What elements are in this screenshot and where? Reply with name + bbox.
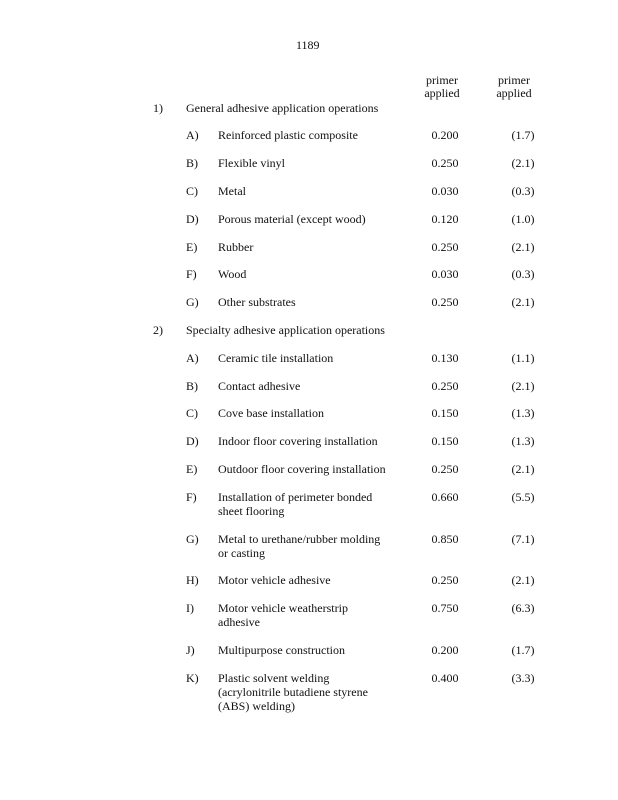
item-value-parenthetical: (5.5) — [511, 490, 535, 504]
item-letter: D) — [186, 434, 199, 448]
item-value-parenthetical: (1.3) — [511, 434, 535, 448]
item-label — [218, 643, 345, 657]
item-value-parenthetical: (2.1) — [511, 240, 535, 254]
item-value: 0.250 — [431, 379, 459, 393]
item-label — [218, 156, 285, 170]
section-number: 1) — [153, 101, 163, 115]
item-value: 0.200 — [431, 643, 459, 657]
item-letter: E) — [186, 240, 198, 254]
item-label-line: Metal — [218, 184, 246, 198]
item-label-line: Other substrates — [218, 295, 296, 309]
item-label-line: Outdoor floor covering installation — [218, 462, 386, 476]
item-label-line: Porous material (except wood) — [218, 212, 366, 226]
item-letter: A) — [186, 351, 199, 365]
item-label — [218, 573, 331, 587]
column-header-line: primer — [498, 73, 530, 87]
item-value: 0.250 — [431, 240, 459, 254]
item-label-line: Motor vehicle adhesive — [218, 573, 331, 587]
item-value: 0.250 — [431, 295, 459, 309]
item-label-line: Rubber — [218, 240, 254, 254]
item-label-line: (acrylonitrile butadiene styrene — [218, 685, 368, 699]
item-letter: F) — [186, 490, 197, 504]
item-label — [218, 406, 324, 420]
item-value: 0.130 — [431, 351, 459, 365]
item-value: 0.120 — [431, 212, 459, 226]
page-number: 1189 — [296, 38, 320, 52]
item-value-parenthetical: (1.7) — [511, 128, 535, 142]
item-label-line: Indoor floor covering installation — [218, 434, 378, 448]
item-value-parenthetical: (1.0) — [511, 212, 535, 226]
item-label — [218, 532, 380, 560]
item-label-line: Metal to urethane/rubber molding — [218, 532, 381, 546]
item-value: 0.150 — [431, 406, 459, 420]
item-label — [218, 462, 386, 476]
item-letter: H) — [186, 573, 199, 587]
item-value-parenthetical: (3.3) — [511, 671, 535, 685]
item-label-line: or casting — [218, 546, 265, 560]
item-label-line: Motor vehicle weatherstrip — [218, 601, 348, 615]
item-label — [218, 434, 378, 448]
item-label — [218, 295, 296, 309]
item-letter: D) — [186, 212, 199, 226]
item-label-line: Plastic solvent welding — [218, 671, 330, 685]
item-value: 0.250 — [431, 462, 459, 476]
item-label-line: Reinforced plastic composite — [218, 128, 358, 142]
item-value: 0.200 — [431, 128, 459, 142]
item-value: 0.250 — [431, 573, 459, 587]
item-value: 0.750 — [431, 601, 459, 615]
item-value: 0.400 — [431, 671, 459, 685]
item-label-line: Wood — [218, 267, 247, 281]
item-value-parenthetical: (2.1) — [511, 379, 535, 393]
column-header-primer-applied-1 — [407, 74, 477, 100]
section-title: General adhesive application operations — [186, 101, 379, 115]
item-label-line: Cove base installation — [218, 406, 324, 420]
item-value-parenthetical: (2.1) — [511, 156, 535, 170]
item-letter: G) — [186, 532, 199, 546]
item-label — [218, 184, 246, 198]
item-label-line: Flexible vinyl — [218, 156, 285, 170]
item-label — [218, 490, 372, 518]
item-label-line: adhesive — [218, 615, 260, 629]
item-value: 0.660 — [431, 490, 459, 504]
item-letter: C) — [186, 184, 198, 198]
column-header-primer-applied-2 — [479, 74, 549, 100]
item-letter: J) — [186, 643, 195, 657]
item-label-line: Installation of perimeter bonded — [218, 490, 373, 504]
item-letter: K) — [186, 671, 199, 685]
item-label-line: Contact adhesive — [218, 379, 301, 393]
item-letter: F) — [186, 267, 197, 281]
item-value-parenthetical: (1.7) — [511, 643, 535, 657]
column-header-line: applied — [424, 86, 460, 100]
item-letter: C) — [186, 406, 198, 420]
item-label-line: Multipurpose construction — [218, 643, 345, 657]
item-letter: I) — [186, 601, 194, 615]
item-value-parenthetical: (6.3) — [511, 601, 535, 615]
item-value: 0.150 — [431, 434, 459, 448]
item-label — [218, 601, 348, 629]
section-title: Specialty adhesive application operations — [186, 323, 385, 337]
item-label — [218, 267, 246, 281]
item-letter: E) — [186, 462, 198, 476]
column-header-line: applied — [496, 86, 532, 100]
item-value: 0.030 — [431, 184, 459, 198]
item-label — [218, 240, 253, 254]
item-value-parenthetical: (2.1) — [511, 295, 535, 309]
item-value-parenthetical: (7.1) — [511, 532, 535, 546]
item-value-parenthetical: (1.3) — [511, 406, 535, 420]
item-label — [218, 671, 368, 713]
item-letter: B) — [186, 379, 198, 393]
item-label — [218, 212, 366, 226]
item-letter: G) — [186, 295, 199, 309]
item-value-parenthetical: (0.3) — [511, 184, 535, 198]
item-label — [218, 379, 300, 393]
item-letter: B) — [186, 156, 198, 170]
item-value: 0.030 — [431, 267, 459, 281]
item-label-line: sheet flooring — [218, 504, 285, 518]
item-value: 0.850 — [431, 532, 459, 546]
item-label-line: (ABS) welding) — [218, 699, 295, 713]
item-label — [218, 351, 333, 365]
item-value-parenthetical: (2.1) — [511, 573, 535, 587]
section-number: 2) — [153, 323, 163, 337]
item-value-parenthetical: (0.3) — [511, 267, 535, 281]
item-letter: A) — [186, 128, 199, 142]
item-value: 0.250 — [431, 156, 459, 170]
item-label-line: Ceramic tile installation — [218, 351, 334, 365]
item-label — [218, 128, 358, 142]
item-value-parenthetical: (1.1) — [511, 351, 535, 365]
item-value-parenthetical: (2.1) — [511, 462, 535, 476]
column-header-line: primer — [426, 73, 458, 87]
